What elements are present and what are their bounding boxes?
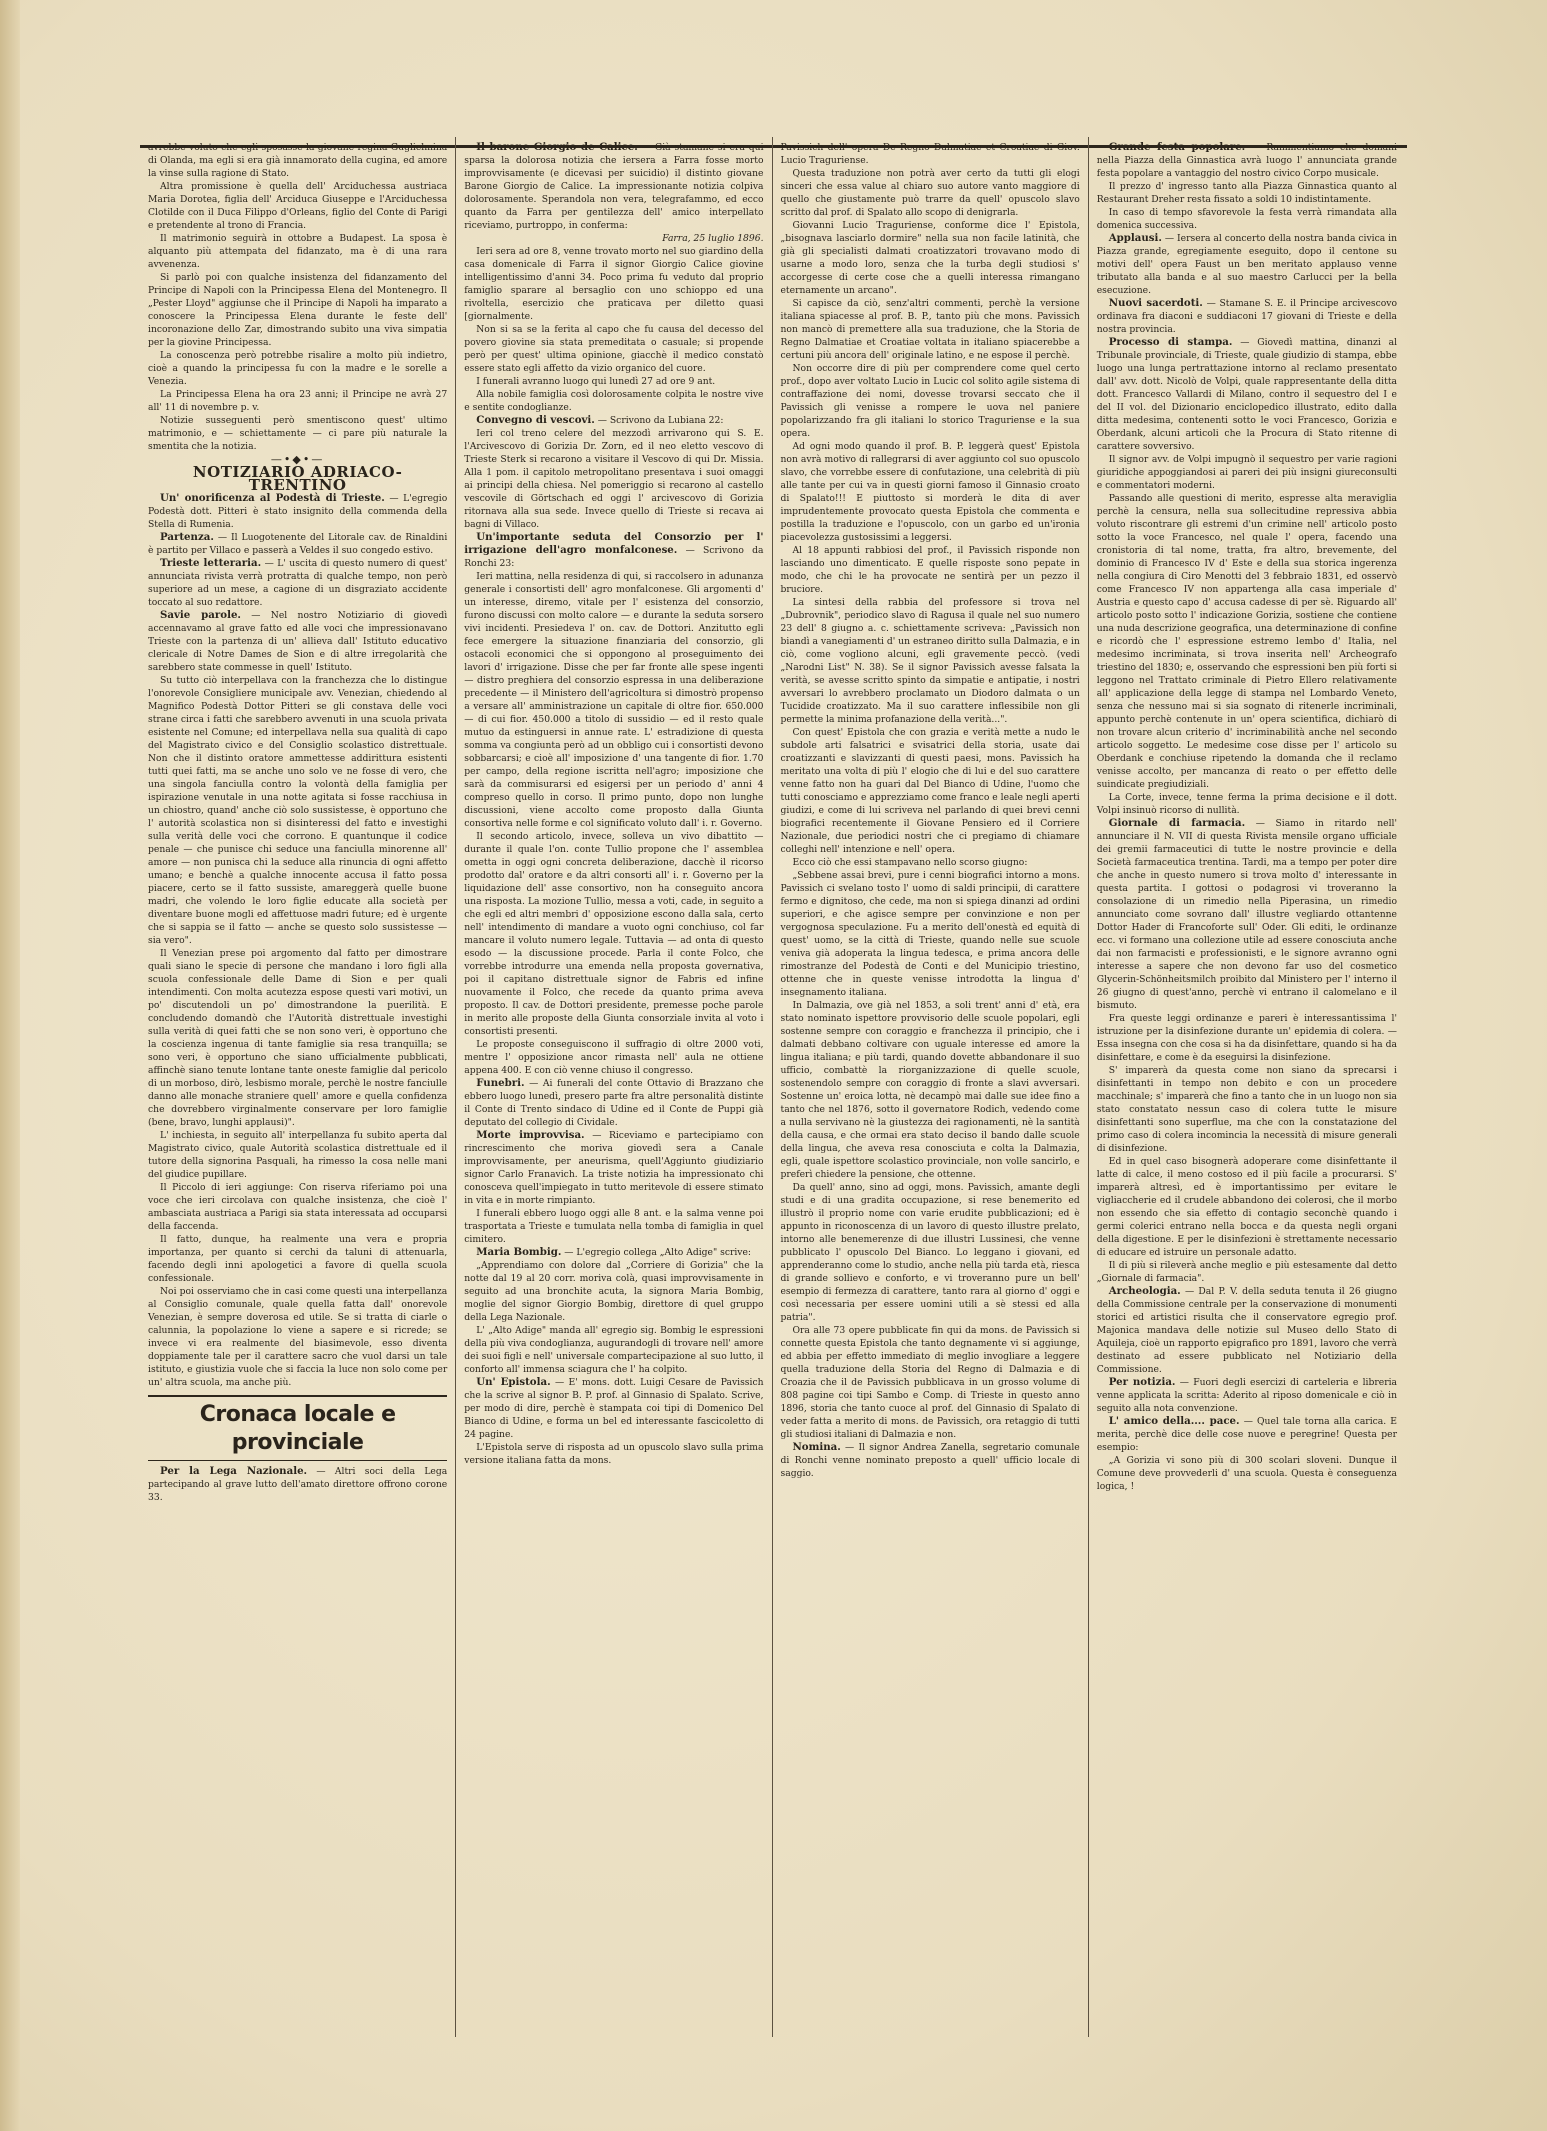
paragraph: Alla nobile famiglia così dolorosamente colpita le nostre vive e sentite condoglianze. [464,389,764,413]
article-text: — Nel nostro Notiziario di giovedì accennavamo al grave fatto ed alle voci che impressionavano Trieste con la partenza di un' allieva dall' Istituto educativo clericale di Notre Dames de Sion e di altre irregolarità che sarebbero state commesse in quell' Istituto. [148,610,448,673]
paragraph: La sintesi della rabbia del professore si trova nel „Dubrovnik", periodico slavo di Ragusa il quale nel suo numero 23 dell' 8 giugno a. c. schiettamente scriveva: „Pavissich non biandì a vanegiamenti d' un estraneo diritto sulla Dalmazia, e in ciò, come vogliono alcuni, egli gravemente peccò. (vedi „Narodni List" N. 38). Se il signor Pavissich avesse falsata la verità, se avesse scritto spinto da simpatie e antipatie, i nostri avversari lo avrebbero proclamato un Diodoro dalmata o un Tucidide croatizzato. Ma il suo carattere inflessibile non gli permette la minima profanazione della verità...". [780,597,1080,725]
paragraph: L' „Alto Adige" manda all' egregio sig. Bombig le espressioni della più viva condoglianza, augurandogli di trovare nell' amore dei suoi figli e nell' universale compartecipazione al suo lutto, il conforto all' immensa sciagura che l' ha colpito. [464,1325,764,1375]
paragraph: Il signor avv. de Volpi impugnò il sequestro per varie ragioni giuridiche appoggiandosi ai pareri dei più insigni giureconsulti e commentatori moderni. [1096,454,1397,491]
paragraph: Ieri col treno celere del mezzodì arrivarono qui S. E. l'Arcivescovo di Gorizia Dr. Zorn, ed il neo eletto vescovo di Trieste Sterk si recarono a visitare il Vescovo di qui Dr. Missia. Alla 1 pom. il capitolo metropolitano presentava i suoi omaggi ai principi della chiesa. Nel pomeriggio si recarono al castello vescovile di Görtschach ed oggi l' arcivescovo di Gorizia ritornava alla sua sede. Invece quello di Trieste si recava ai bagni di Villaco. [464,428,764,530]
paragraph: Ad ogni modo quando il prof. B. P. leggerà quest' Epistola non avrà motivo di rallegrarsi di aver aggiunto col suo opuscolo slavo, che vorrebbe essere di confutazione, una celebrità di più alle tante per cui va in questi giorni famoso il Ginnasio croato di Spalato!!! E piuttosto si morderà le dita di aver imprudentemente provocato questa Epistola che commenta e postilla la traduzione e l'opuscolo, con un garbo ed un'ironia piacevolezza gustosissimi a leggersi. [780,441,1080,543]
article-text: — Rammentiamo che domani nella Piazza della Ginnastica avrà luogo l' annunciata grande festa popolare a vantaggio del nostro civico Corpo musicale. [1096,142,1397,179]
article-text: — Siamo in ritardo nell' annunciare il N. VII di questa Rivista mensile organo ufficiale dei gremii farmaceutici di tutte le nostre provincie e della Società farmaceutica trentina. Tardi, ma a tempo per poter dire che anche in questo numero si trova molto d' interessante in questa partita. I gottosi o podagrosi vi troveranno la consolazione di un rimedio nella Piperasina, un rimedio annunciato come sovrano dall' illustre vegliardo ottantenne Dottor Hader di Francoforte sull' Oder. Gli editi, le ordinanze ecc. vi formano una collezione utile ad essere conosciuta anche dai non farmacisti e professionisti, e le signore avranno ogni interesse a sapere che non devono far uso del cosmetico Glycerin-Schönheitsmilch proibito dal Ministero per l' interno il 26 giugno di quest'anno, perchè vi entrano il calomelano e il bismuto. [1096,818,1397,1011]
article [464,1077,763,1129]
article [464,141,763,232]
article [148,1465,447,1504]
paragraph: Questa traduzione non potrà aver certo da tutti gli elogi sinceri che essa value al chiaro suo autore vanto maggiore di quello che giustamente può trarre da quell' opuscolo slavo scritto dal prof. di Spalato allo scopo di denigrarla. [780,168,1080,218]
section-title: NOTIZIARIO ADRIACO-TRENTINO [192,463,403,494]
paragraph: La Principessa Elena ha ora 23 anni; il Principe ne avrà 27 all' 11 di novembre p. v. [148,389,448,413]
article [148,557,447,609]
article-text: — Iersera al concerto della nostra banda civica in Piazza grande, egregiamente eseguito, dopo il centone su motivi dell' opera Faust un ben meritato applauso venne tributato alla banda e al suo maestro Carlucci per la bella esecuzione. [1096,233,1398,296]
article-heading: Per la Lega Nazionale. [160,1465,308,1477]
article-heading: Archeologia. [1108,1285,1181,1297]
paragraph: L'Epistola serve di risposta ad un opuscolo slavo sulla prima versione italiana fatta da mons. [464,1442,764,1466]
paragraph: „A Gorizia vi sono più di 300 scolari sloveni. Dunque il Comune deve provvederli d' una scuola. Questa è conseguenza logica, ! [1096,1455,1397,1492]
paragraph: In caso di tempo sfavorevole la festa verrà rimandata alla domenica successiva. [1096,207,1397,231]
paragraph: La conoscenza però potrebbe risalire a molto più indietro, cioè a quando la principessa fu con la madre e le sorelle a Venezia. [148,350,448,387]
paragraph: Il Venezian prese poi argomento dal fatto per dimostrare quali siano le specie di persone che mandano i loro figli alla scuola confessionale delle Dame di Sion e per quali intendimenti. Con molta acutezza espose questi vari motivi, un po' discutendoli un po' dimostrandone la puerilità. E concludendo domandò che l'Autorità distrettuale investighi sulla verità di quei fatti che se non sono veri, è opportuno che la coscienza ingenua di tante famiglie sia resa tranquilla; se sono veri, è opportuno che siano ufficialmente pubblicati, affinchè siano tenute lontane tante oneste famiglie dal pericolo di un morboso, dirò, lesbismo morale, perchè le nostre fanciulle danno alle monache straniere quell' amore e quella confidenza che dovrebbero virginalmente conservare per loro famiglie (bene, bravo, lunghi applausi)". [148,948,448,1128]
paragraph: Fra queste leggi ordinanze e pareri è interessantissima l' istruzione per la disinfezione durante un' epidemia di colera. — Essa insegna con che cosa si ha da disinfettare, quando si ha da disinfettare, e come è da eseguirsi la disinfezione. [1096,1013,1397,1063]
paragraph: avrebbe voluto che egli sposasse la giovane regina Guglielmina di Olanda, ma egli si era già innamorato della cugina, ed amore la vinse sulla ragione di Stato. [148,142,448,179]
ornament-divider: —•◆•— [270,453,325,466]
article-heading: Un' Epistola. [476,1376,551,1388]
article-heading: Grande festa popolare. [1108,141,1246,153]
article-text: — Altri soci della Lega partecipando al grave lutto dell'amato direttore offrono corone 33. [148,1466,448,1503]
paragraph: Il secondo articolo, invece, solleva un vivo dibattito — durante il quale l'on. conte Tullio propone che l' assemblea ometta in oggi ogni concreta deliberazione, dacchè il ricorso prodotto dal' oratore e da altri consorti all' i. r. Governo per la liquidazione dell' asse consortivo, non ha conseguito ancora una risposta. La mozione Tullio, messa a voti, cade, in seguito a che egli ed altri membri d' opposizione escono dalla sala, certo nell' intendimento di mandare a vuoto ogni conchiuso, col far mancare il voluto numero legale. Tuttavia — ad onta di questo esodo — la discussione procede. Parla il conte Folco, che vorrebbe introdurre una emenda nella proposta governativa, poi il capitano distrettuale signor de Fabris ed infine nuovamente il Folco, che recede da quanto prima aveva proposto. Il cav. de Dottori presidente, premesse poche parole in merito alle proposte della Giunta consorziale invita al voto i consortisti presenti. [464,831,764,1037]
article-heading: Per notizia. [1108,1376,1176,1388]
article [464,1376,763,1441]
paragraph: Al 18 appunti rabbiosi del prof., il Pavissich risponde non lasciando uno dimenticato. E quelle risposte sono pepate in modo, che chi le ha provocate ne sentirà per un pezzo il bruciore. [780,545,1080,595]
article [1097,232,1397,297]
article-text: — Scrivono da Lubiana 22: [597,415,724,426]
paragraph: Il prezzo d' ingresso tanto alla Piazza Ginnastica quanto al Restaurant Dreher resta fissato a soldi 10 indistintamente. [1096,181,1397,205]
article [1097,336,1397,453]
paragraph: Non si sa se la ferita al capo che fu causa del decesso del povero giovine sia stata premeditata o casuale; si propende però per quest' ultima opinione, giacchè il medico constatò essere stato egli affetto da vizio organico del cuore. [464,324,764,374]
column-2 [456,137,772,2037]
article-text: — Il signor Andrea Zanella, segretario comunale di Ronchi venne nominato preposto a quell' ufficio locale di saggio. [780,1442,1080,1479]
article-heading: Savie parole. [160,609,241,621]
article [464,414,763,427]
article [1097,1285,1397,1376]
article-text: — L'egregio collega „Alto Adige" scrive: [564,1247,752,1258]
article-heading: Nomina. [792,1441,841,1453]
paragraph: „Apprendiamo con dolore dal „Corriere di Gorizia" che la notte dal 19 al 20 corr. moriva colà, quasi improvvisamente in seguito ad una bronchite acuta, la signora Maria Bombig, moglie del signor Giorgio Bombig, direttore di quel gruppo della Lega Nazionale. [464,1260,764,1323]
paragraph: Ora alle 73 opere pubblicate fin qui da mons. de Pavissich si connette questa Epistola che tanto degnamente vi si aggiunge, ed abbia per effetto immediato di meglio invogliare a leggere quella traduzione della Storia del Regno di Dalmazia e di Croazia che il de Pavissich pubblicava in un grosso volume di 808 pagine coi tipi Sambo e Comp. di Trieste in questo anno 1896, storia che tanto cuoce al prof. del Ginnasio di Spalato di veder fatta a merito di mons. de Pavissich, ora retaggio di tutti gli studiosi italiani di Dalmazia e non. [780,1325,1080,1440]
article-heading: Morte improvvisa. [476,1129,585,1141]
section-rule [148,1460,447,1461]
column-4 [1089,137,1405,2037]
paragraph: Si capisce da ciò, senz'altri commenti, perchè la versione italiana spiacesse al prof. B. P., tanto più che mons. Pavissich non mancò di premettere alla sua traduzione, che la Storia de Regno Dalmatiae et Croatiae voltata in italiano spiacerebbe a certuni più ancora dell' originale latino, e ne espose il perchè. [780,298,1080,361]
paragraph: Le proposte conseguiscono il suffragio di oltre 2000 voti, mentre l' opposizione ancor rimasta nell' aula ne ottiene appena 400. E con ciò venne chiuso il congresso. [464,1039,764,1076]
paragraph: In Dalmazia, ove già nel 1853, a soli trent' anni d' età, era stato nominato ispettore provvisorio delle scuole popolari, egli sostenne sempre con coraggio e franchezza il principio, che i dalmati debbano coltivare con uguale interesse ed amore la lingua italiana; e più tardi, quando dovette abbandonare il suo ufficio, combattè la riorganizzazione di quelle scuole, sostenendolo sempre con coraggio di fronte a slavi avversari. Sostenne un' eroica lotta, nè decampò mai dalle sue idee fino a tanto che nel 1876, sotto il governatore Rodich, vedendo come a nulla servivano nè la giustezza dei ragionamenti, nè la santità della causa, e che ormai era stato deciso il bando dalle scuole della lingua, che aveva resa conosciuta e colta la Dalmazia, egli, quale ispettore scolastico provinciale, non volle sancirlo, e preferì chiedere la pensione, che ottenne. [780,1000,1080,1180]
paragraph: I funerali avranno luogo qui lunedì 27 ad ore 9 ant. [476,376,716,387]
paragraph: Da quell' anno, sino ad oggi, mons. Pavissich, amante degli studi e di una gradita occupazione, si rese benemerito ed illustrò il proprio nome con varie erudite pubblicazioni; ed è appunto in riconoscenza di un lavoro di questo illustre prelato, intorno alle benemerenze di due illustri Lussinesi, che venne pubblicato l' opuscolo Del Bianco. Lo leggano i giovani, ed apprenderanno come lo studio, anche nella più tarda età, riesca di grande sollievo e conforto, e vi troveranno pure un bell' esempio di fermezza di carattere, tanto rara al giorno d' oggi e così necessaria per essere uomini utili a sè stessi ed alla patria". [780,1182,1080,1323]
article [1097,817,1397,1012]
article-text: — Fuori degli esercizi di carteleria e libreria venne applicata la scritta: Aderito al riposo domenicale e ciò in seguito alla nota convenzione. [1096,1377,1398,1414]
article-text: — Riceviamo e partecipiamo con rincrescimento che moriva giovedì sera a Canale improvvisamente, per aneurisma, quell'Aggiunto giudiziario signor Carlo Franavich. La triste notizia ha impressionato chi conosceva quell'impiegato in tutto meritevole di essere stimato in vita e in morte rimpianto. [464,1130,764,1206]
paragraph: Passando alle questioni di merito, espresse alta meraviglia perchè la censura, nella sua sollecitudine repressiva abbia voluto riscontrare gli estremi d'un crimine nell' articolo posto sotto la voce Francesco, nel quale l' opera, facendo una cronistoria di tal nome, tratta, fra altro, brevemente, del dominio di Francesco IV d' Este e della sua storica ingerenza nella congiura di Ciro Menotti del 3 febbraio 1831, ed osservò come Francesco IV non appartenga alla casa imperiale d' Austria e questo capo d' accusa cadesse di per sè. Riguardo all' articolo posto sotto l' indicazione Gorizia, sostiene che contiene una nuda descrizione geografica, una determinazione di confine e ricordò che l' espressione estremo lembo d' Italia, nel medesimo incriminata, si trova inserita nell' Archeografo triestino del 1830; e, osservando che espressioni ben più forti si leggono nel Trattato criminale di Pietro Ellero relativamente all' applicazione della legge di stampa nel Lombardo Veneto, senza che nessuno mai si sia sognato di ritenerle incriminali, appunto perchè contenute in un' opera scientifica, dichiarò di non trovare alcun criterio d' incriminabilità anche nel secondo articolo soggetto. Le medesime cose disse per l' articolo su Oberdank e conchiuse ripetendo la domanda che il reclamo venisse accolto, per mancanza di reato o per effetto delle suindicate pregiudiziali. [1096,493,1397,790]
paragraph: Giovanni Lucio Traguriense, conforme dice l' Epistola, „bisognava lasciarlo dormire" nella sua non facile latinità, che già gli specialisti dalmati croatizzatori trovavano modo di usarne a modo loro, senza che la turba degli studiosi s' accorgesse di certe cose che a quelli interessa rimangano eternamente un arcano". [780,220,1080,296]
paragraph: Il Piccolo di ieri aggiunge: Con riserva riferiamo poi una voce che ieri circolava con qualche insistenza, che cioè l' ambasciata austriaca a Parigi sia stata interessata ad occuparsi della faccenda. [148,1182,448,1232]
article [781,1441,1080,1480]
column-3 [773,137,1089,2037]
dateline: Farra, 25 luglio 1896. [662,233,764,244]
paragraph: Altra promissione è quella dell' Arciduchessa austriaca Maria Dorotea, figlia dell' Arciduca Giuseppe e l'Arciduchessa Clotilde con il Duca Filippo d'Orleans, figlio del Conte di Parigi e pretendente al trono di Francia. [148,181,448,231]
article [464,1246,763,1259]
article-text: — Dal P. V. della seduta tenuta il 26 giugno della Commissione centrale per la conservazione di monumenti storici ed artistici risulta che il conservatore egregio prof. Majonica mandava delle notizie sul Museo dello Stato di Aquileja, cioè un rapporto epigrafico pro 1891, lavoro che verrà destinato ad essere pubblicato nel Notiziario della Commissione. [1096,1286,1398,1375]
section-rule [148,1395,447,1397]
paragraph: Il di più si rileverà anche meglio e più estesamente dal detto „Giornale di farmacia". [1096,1260,1397,1284]
article-heading: L' amico della.... pace. [1108,1415,1240,1427]
article-heading: Un'importante seduta del Consorzio per l' irrigazione dell'agro monfalconese. [464,531,764,556]
article-text: — Ai funerali del conte Ottavio di Brazzano che ebbero luogo lunedì, presero parte fra altre personalità distinte il Conte di Trento sindaco di Udine ed il Conte de Puppi già deputato del collegio di Cividale. [464,1078,764,1128]
paragraph: Non occorre dire di più per comprendere come quel certo prof., dopo aver voltato Lucio in Lucic col solito agile sistema di contraffazione dei nomi, dovesse trovarsi seccato che il Pavissich gli venisse a rompere le uova nel paniere popolarizzando fra gli italiani lo storico Traguriense e la sua opera. [780,363,1080,439]
paragraph: Ieri mattina, nella residenza di qui, si raccolsero in adunanza generale i consortisti dell' agro monfalconese. Gli argomenti d' un interesse, diremo, vitale per l' esistenza del consorzio, furono discussi con molto calore — e durante la seduta sorsero vivi incidenti. Presiedeva l' on. cav. de Dottori. Anzitutto egli fece emergere la situazione finanziaria del consorzio, gli ostacoli economici che si oppongono al proseguimento dei lavori d' irrigazione. Disse che per far fronte alle spese ingenti — distro preghiera del consorzio espressa in una deliberazione precedente — il Ministero dell'agricoltura si dimostrò propenso a versare all' amministrazione un capitale di oltre fior. 650.000 — di cui fior. 450.000 a titolo di sussidio — ed il resto quale mutuo da estinguersi in annue rate. L' estradizione di questa somma va congiunta però ad un obbligo cui i consortisti devono sobbarcarsi; e cioè all' imposizione d' una tangente di fior. 1.70 per campo, della regione iscritta nell'agro; imposizione che sarà da commisurarsi ed esigersi per un periodo d' anni 4 compreso quello in corso. Il primo punto, dopo non lunghe discussioni, viene accolto come proposto dalla Giunta consortiva nelle forme e col significato voluto dall' i. r. Governo. [464,571,764,829]
article-text: — Già stamane si era qui sparsa la dolorosa notizia che iersera a Farra fosse morto improvvisamente (e dicevasi per suicidio) il distinto giovane Barone Giorgio de Calice. La impressionante notizia colpiva dolorosamente. Sperandola non vera, telegrafammo, ed ecco quanto da Farra per gentilezza dell' amico interpellato riceviamo, purtroppo, in conferma: [464,142,764,231]
paragraph: Il matrimonio seguirà in ottobre a Budapest. La sposa è alquanto più attempata del fidanzato, ma è di una rara avvenenza. [148,233,448,270]
paragraph: Ieri sera ad ore 8, venne trovato morto nel suo giardino della casa domenicale di Farra il signor Giorgio Calice giovine intelligentissimo d'anni 34. Poco prima fu veduto dal proprio famiglio sparare al bersaglio con uno schioppo ed una rivoltella, esercizio che praticava per diletto quasi [giornalmente. [464,246,764,322]
article-heading: Un' onorificenza al Podestà di Trieste. [160,492,385,504]
article-heading: Funebri. [476,1077,525,1089]
article-heading: Processo di stampa. [1108,336,1233,348]
paragraph: „Sebbene assai brevi, pure i cenni biografici intorno a mons. Pavissich ci svelano tosto l' uomo di saldi principii, di carattere fermo e dignitoso, che cede, ma non si spiega dinanzi ad ordini superiori, e che agisce sempre per convinzione e non per vergognosa speculazione. Fu a merito dell'onestà ed equità di quest' uomo, se la città di Trieste, quando nelle sue scuole veniva già adoperata la lingua tedesca, e prima ancora delle rimostranze del Podestà de Conti e del Municipio triestino, ottenne che in queste venisse introdotta la lingua d' insegnamento italiana. [780,870,1080,998]
article [148,609,447,674]
paper-edge [0,0,20,2131]
paragraph: Ed in quel caso bisognerà adoperare come disinfettante il latte di calce, il meno costoso ed il più facile a procurarsi. S' imparerà altresì, ed è importantissimo per evitare le vigliaccherie ed il crudele abbandono dei colerosi, che il morbo non essendo che sia effetto di contagio seconchè quando i germi colerici entrano nella bocca e da questa negli organi della digestione. E per le disinfezioni è strettamente necessario di educare ed istruire un personale adatto. [1096,1156,1397,1258]
article-text: — Scrivono da Ronchi 23: [464,545,764,569]
article-heading: Maria Bombig. [476,1246,562,1258]
article [1097,1415,1397,1454]
article [148,531,447,557]
article-text: — E' mons. dott. Luigi Cesare de Pavissich che la scrive al signor B. P. prof. al Ginnasio di Spalato. Scrive, per modo di dire, perchè è stampata coi tipi di Domenico Del Bianco di Udine, e forma un bel ed interessante fascicoletto di 24 pagine. [464,1377,764,1440]
paragraph: Il fatto, dunque, ha realmente una vera e propria importanza, per quanto si cerchi da taluni di attenuarla, facendo degli inni apologetici a favore di quella scuola confessionale. [148,1234,448,1284]
article-heading: Applausi. [1108,232,1162,244]
article-heading: Partenza. [160,531,214,543]
paragraph: Noi poi osserviamo che in casi come questi una interpellanza al Consiglio comunale, quale quella fatta dall' onorevole Venezian, è sempre doverosa ed utile. Se si tratta di ciarle o calunnia, la popolazione lo viene a sapere e si ricrede; se invece vi era realmente del biasimevole, esso diventa doppiamente tale per il carattere sacro che vuol darsi un tale istituto, e giustizia vuole che si faccia la luce non solo come per un' altra scuola, ma anche più. [148,1286,448,1388]
article [1097,297,1397,336]
paragraph: Con quest' Epistola che con grazia e verità mette a nudo le subdole arti falsatrici e svisatrici della storia, usate dai croatizzanti e slavizzanti di questi paesi, mons. Pavissich ha meritato una volta di più l' elogio che di lui e del suo carattere venne fatto non ha guari dal Del Bianco di Udine, l'uomo che tutti conosciamo e apprezziamo come franco e leale negli aperti giudizi, e come di lui scriveva nel parlando di quei brevi cenni biografici recentemente il Giovane Pensiero ed il Corriere Nazionale, due periodici nostri che ci pregiamo di chiamare colleghi nell' intenzione e nell' opera. [780,727,1080,855]
article [148,492,447,531]
column-1 [140,137,456,2037]
article-heading: Giornale di farmacia. [1108,817,1246,829]
paragraph: I funerali ebbero luogo oggi alle 8 ant. e la salma venne poi trasportata a Trieste e tumulata nella tomba di famiglia in quel cimitero. [464,1208,764,1245]
paragraph: L' inchiesta, in seguito all' interpellanza fu subito aperta dal Magistrato civico, quale Autorità scolastica distrettuale ed il tutore della signorina Pasquali, ha rimesso la cosa nelle mani del giudice pupillare. [148,1130,448,1180]
article-heading: Convegno di vescovi. [476,414,595,426]
article-text: — L'egregio Podestà dott. Pitteri è stato insignito della commenda della Stella di Rumenia. [148,493,448,530]
paragraph: S' imparerà da questa come non siano da sprecarsi i disinfettanti in tempo non debito e con un procedere macchinale; s' imparerà che fino a tanto che in un luogo non sia stato constatato nessun caso di colera tutte le misure disinfettanti sono superflue, ma che con la constatazione del primo caso di colera incomincia la necessità di misure generali di disinfezione. [1096,1065,1397,1154]
paragraph: Pavissich dell' opera De Regno Dalmatiae et Croatiae di Giov. Lucio Traguriense. [780,142,1080,166]
paragraph: La Corte, invece, tenne ferma la prima decisione e il dott. Volpi insinuò ricorso di nullità. [1096,792,1397,816]
paragraph: Si parlò poi con qualche insistenza del fidanzamento del Principe di Napoli con la Principessa Elena del Montenegro. Il „Pester Lloyd" aggiunse che il Principe di Napoli ha imparato a conoscere la Principessa Elena durante le feste dell' incoronazione dello Zar, dimostrando subito una viva simpatia per la giovine Principessa. [148,272,448,348]
article-heading: Nuovi sacerdoti. [1108,297,1203,309]
paragraph: Ecco ciò che essi stampavano nello scorso giugno: [792,857,1028,868]
article-text: — Il Luogotenente del Litorale cav. de Rinaldini è partito per Villaco e passerà a Veldes il suo congedo estivo. [148,532,448,556]
article-heading: Il barone Giorgio de Calice. [476,141,638,153]
paragraph: Notizie susseguenti però smentiscono quest' ultimo matrimonio, e — schiettamente — ci pare più naturale la smentita che la notizia. [148,415,448,452]
article [464,531,763,570]
section-title-large: Cronaca locale e provinciale [199,1402,396,1455]
article-text: — Quel tale torna alla carica. E merita, perchè dice delle cose nuove e peregrine! Questa per esempio: [1096,1416,1397,1453]
article [1097,1376,1397,1415]
article-text: — L' uscita di questo numero di quest' annunciata rivista verrà protratta di qualche tempo, non però superiore ad un mese, a cagione di un disgraziato accidente toccato al suo redattore. [148,558,448,608]
text-columns [140,137,1405,2037]
article-text: — Giovedì mattina, dinanzi al Tribunale provinciale, di Trieste, quale giudizio di stampa, ebbe luogo una lunga pertrattazione intorno al reclamo presentato dall' avv. dott. Nicolò de Volpi, quale rappresentante della ditta dott. Francesco Vallardi di Milano, contro il sequestro del I e del II vol. del Dizionario enciclopedico illustrato, edito dalla ditta medesima, contenenti sotto le voci Francesco, Gorizia e Oberdank, alcuni articoli che la Procura di Stato ritenne di carattere sovversivo. [1096,337,1398,452]
paragraph: Su tutto ciò interpellava con la franchezza che lo distingue l'onorevole Consigliere municipale avv. Venezian, chiedendo al Magnifico Podestà Dottor Pitteri se gli constava delle voci strane circa i fatti che sarebbero avvenuti in una scuola privata esistente nel Comune; ed interpellava nella sua qualità di capo del Magistrato civico e del Consiglio scolastico distrettuale. Non che il distinto oratore ammettesse addirittura esistenti tutti quei fatti, ma se anche uno solo ve ne fosse di vero, che una singola fanciulla contro la volontà della famiglia per ispirazione venutale in una notte agitata si fosse racchiusa in un chiostro, quand' anche ciò solo sussistesse, è opportuno che l' autorità scolastica non si disinteressi del fatto e investighi sulla verità delle voci che corrono. E quantunque il codice penale — che punisce chi seduce una fanciulla minorenne all' amore — non punisca chi la seduce alla rinuncia di ogni affetto umano; e benchè a qualche innocente accusa il fatto possa piacere, certo se il fatto sussiste, amareggerà quelle buone madri, che volendo le loro figlie educate alla società per diventare buone mogli ed affettuose madri future; ed è urgente che si sappia se il fatto — anche se questo solo sussistesse — sia vero". [148,675,448,946]
article-text: — Stamane S. E. il Principe arcivescovo ordinava fra diaconi e suddiaconi 17 giovani di Trieste e della nostra provincia. [1096,298,1398,335]
article [1097,141,1397,180]
article [464,1129,763,1207]
article-heading: Trieste letteraria. [160,557,262,569]
